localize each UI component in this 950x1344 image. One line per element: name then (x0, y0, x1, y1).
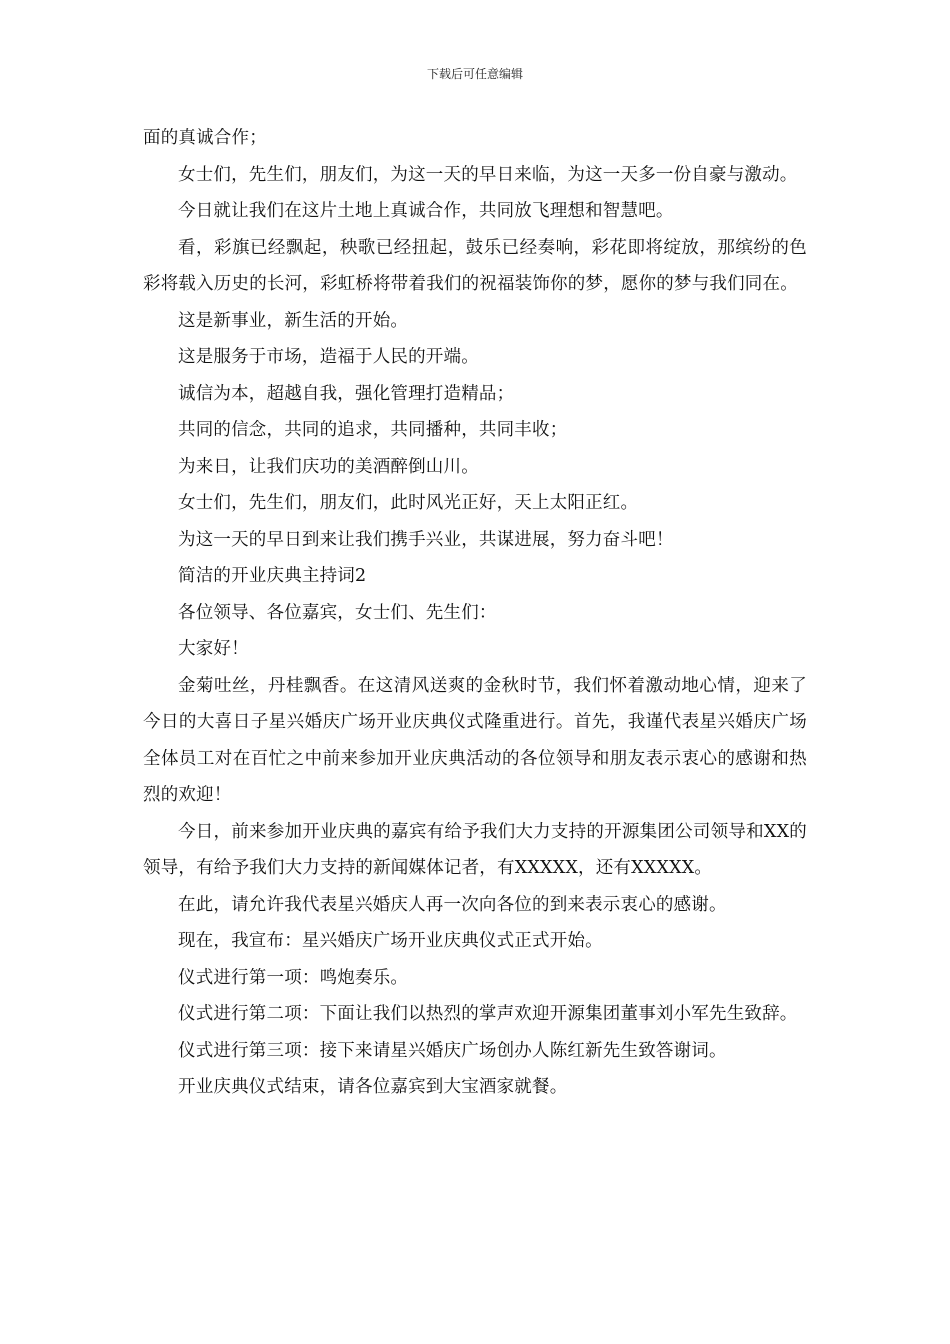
paragraph: 各位领导、各位嘉宾，女士们、先生们： (178, 602, 497, 623)
paragraph: 简洁的开业庆典主持词2 (178, 566, 367, 586)
document-body (143, 120, 807, 1106)
paragraph: 为来日，让我们庆功的美酒醉倒山川。 (178, 456, 479, 477)
paragraph: 女士们，先生们，朋友们，此时风光正好，天上太阳正红。 (178, 493, 639, 513)
paragraph: 诚信为本，超越自我，强化管理打造精品； (178, 383, 515, 404)
paragraph: 女士们，先生们，朋友们，为这一天的早日来临，为这一天多一份自豪与激动。 (178, 164, 798, 185)
paragraph: 在此，请允许我代表星兴婚庆人再一次向各位的到来表示衷心的感谢。 (178, 894, 727, 915)
paragraph: 看，彩旗已经飘起，秧歌已经扭起，鼓乐已经奏响，彩花即将绽放，那缤纷的色彩将载入历史的长河，彩虹桥将带着我们的祝福装饰你的梦，愿你的梦与我们同在。 (143, 237, 807, 294)
paragraph: 今日，前来参加开业庆典的嘉宾有给予我们大力支持的开源集团公司领导和XX的领导，有给予我们大力支持的新闻媒体记者，有XXXXX，还有XXXXX。 (143, 821, 807, 878)
paragraph: 大家好！ (178, 639, 249, 659)
paragraph: 为这一天的早日到来让我们携手兴业，共谋进展，努力奋斗吧！ (178, 529, 674, 550)
paragraph: 仪式进行第二项：下面让我们以热烈的掌声欢迎开源集团董事刘小军先生致辞。 (178, 1004, 798, 1024)
paragraph: 现在，我宣布：星兴婚庆广场开业庆典仪式正式开始。 (178, 931, 603, 951)
paragraph: 面的真诚合作； (143, 128, 267, 148)
paragraph: 金菊吐丝，丹桂飘香。在这清风送爽的金秋时节，我们怀着激动地心情，迎来了今日的大喜日子星兴婚庆广场开业庆典仪式隆重进行。首先，我谨代表星兴婚庆广场全体员工对在百忙之中前来参加开业庆典活动的各位领导和朋友表示衷心的感谢和热烈的欢迎！ (143, 675, 807, 805)
paragraph: 共同的信念，共同的追求，共同播种，共同丰收； (178, 420, 568, 440)
paragraph: 这是新事业，新生活的开始。 (178, 310, 409, 331)
paragraph: 这是服务于市场，造福于人民的开端。 (178, 347, 479, 367)
paragraph: 仪式进行第一项：鸣炮奏乐。 (178, 967, 409, 988)
page-header: 下载后可任意编辑 (426, 67, 523, 81)
paragraph: 开业庆典仪式结束，请各位嘉宾到大宝酒家就餐。 (178, 1077, 568, 1097)
paragraph: 今日就让我们在这片土地上真诚合作，共同放飞理想和智慧吧。 (178, 201, 674, 221)
paragraph: 仪式进行第三项：接下来请星兴婚庆广场创办人陈红新先生致答谢词。 (178, 1040, 727, 1061)
